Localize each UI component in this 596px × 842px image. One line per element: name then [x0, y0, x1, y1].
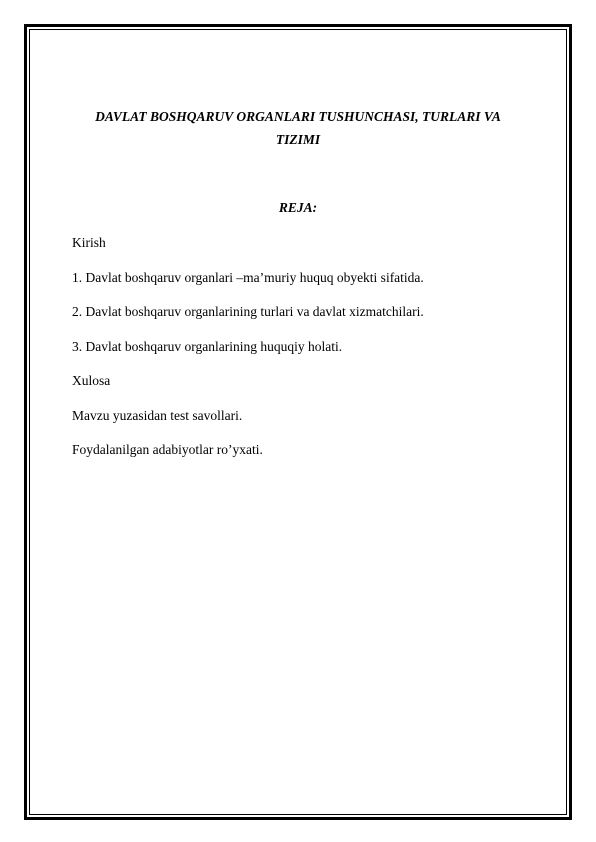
plan-item-conclusion: Xulosa	[72, 373, 111, 388]
plan-item-2: 2. Davlat boshqaruv organlarining turlari va davlat xizmatchilari.	[72, 304, 424, 319]
document-title-line-2: TIZIMI	[275, 132, 321, 147]
document-title-line-1: DAVLAT BOSHQARUV ORGANLARI TUSHUNCHASI, TURLARI VA	[95, 109, 501, 124]
document-title	[60, 105, 536, 151]
plan-heading: REJA:	[278, 200, 318, 215]
plan-item-3: 3. Davlat boshqaruv organlarining huquqiy holati.	[72, 338, 343, 354]
plan-item-references: Foydalanilgan adabiyotlar ro’yxati.	[72, 442, 263, 457]
plan-item-test-questions: Mavzu yuzasidan test savollari.	[72, 407, 243, 423]
plan-item-intro: Kirish	[72, 235, 106, 250]
plan-item-1: 1. Davlat boshqaruv organlari –ma’muriy huquq obyekti sifatida.	[72, 269, 424, 285]
plan-list	[72, 234, 552, 476]
